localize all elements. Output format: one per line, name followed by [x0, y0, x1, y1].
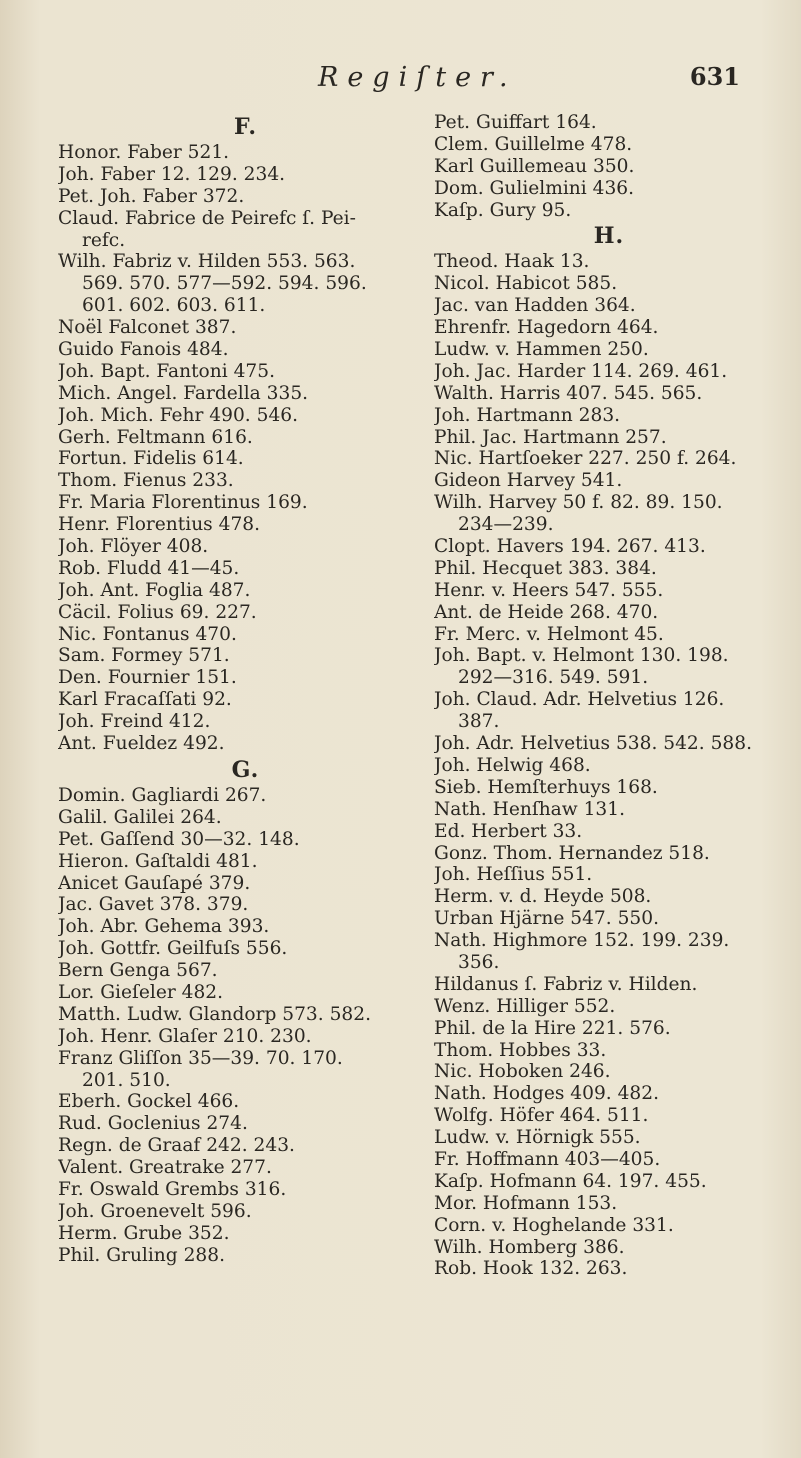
index-entry: Urban Hjärne 547. 550. — [434, 908, 659, 930]
index-entry: Sieb. Hemſterhuys 168. — [434, 776, 658, 798]
index-entry-continuation: 356. — [458, 951, 500, 973]
index-entry-continuation: 292—316. 549. 591. — [458, 667, 649, 689]
index-entry: Hildanus ſ. Fabriz v. Hilden. — [434, 973, 698, 995]
index-entry-continuation: 201. 510. — [82, 1069, 171, 1091]
index-entry: Joh. Flöyer 408. — [58, 536, 209, 558]
index-entry-continuation: 601. 602. 603. 611. — [82, 295, 266, 317]
index-entry: Phil. Gruling 288. — [58, 1244, 225, 1266]
index-entry: Joh. Faber 12. 129. 234. — [58, 163, 286, 185]
index-entry: Wilh. Homberg 386. — [434, 1236, 625, 1258]
index-entry: Sam. Formey 571. — [58, 645, 230, 667]
index-entry: Jac. Gavet 378. 379. — [58, 894, 249, 916]
index-entry: Corn. v. Hoghelande 331. — [434, 1214, 674, 1236]
index-entry-continuation: 387. — [458, 711, 500, 733]
running-head: Regiſter. — [318, 62, 517, 93]
index-entry: Joh. Claud. Adr. Helvetius 126. — [434, 689, 725, 711]
section-letter: G. — [231, 756, 260, 783]
index-entry: Nic. Hartſoeker 227. 250 f. 264. — [434, 448, 737, 470]
index-entry: Wilh. Harvey 50 f. 82. 89. 150. — [434, 492, 723, 514]
index-entry: Phil. de la Hire 221. 576. — [434, 1017, 671, 1039]
index-entry: Fr. Oswald Grembs 316. — [58, 1178, 287, 1200]
index-entry: Ludw. v. Hörnigk 555. — [434, 1127, 641, 1149]
index-entry: Fr. Maria Florentinus 169. — [58, 492, 308, 514]
index-entry: Nic. Hoboken 246. — [434, 1061, 611, 1083]
index-entry: Fr. Merc. v. Helmont 45. — [434, 623, 664, 645]
index-entry: Noël Falconet 387. — [58, 317, 237, 339]
index-entry: Joh. Mich. Fehr 490. 546. — [58, 404, 299, 426]
index-entry: Gideon Harvey 541. — [434, 470, 623, 492]
index-entry: Karl Fracaſſati 92. — [58, 689, 232, 711]
index-entry: Thom. Hobbes 33. — [434, 1039, 607, 1061]
index-entry: Galil. Galilei 264. — [58, 806, 222, 828]
index-entry: Nic. Fontanus 470. — [58, 623, 237, 645]
index-entry: Thom. Fienus 233. — [58, 470, 234, 492]
index-entry: Honor. Faber 521. — [58, 142, 230, 163]
index-entry: Pet. Guiffart 164. — [434, 112, 597, 133]
index-entry-continuation: 234—239. — [458, 514, 554, 536]
page-header — [318, 62, 758, 102]
index-entry: Joh. Heſſius 551. — [434, 864, 593, 886]
index-entry: Mor. Hofmann 153. — [434, 1192, 618, 1214]
index-entry: Franz Gliſſon 35—39. 70. 170. — [58, 1047, 343, 1069]
index-entry: Walth. Harris 407. 545. 565. — [434, 382, 703, 404]
index-entry: Guido Fanois 484. — [58, 339, 229, 361]
index-entry: Henr. v. Heers 547. 555. — [434, 579, 664, 601]
index-entry: Herm. v. d. Heyde 508. — [434, 886, 652, 908]
index-entry: Joh. Hartmann 283. — [434, 404, 621, 426]
index-entry: Joh. Henr. Glaſer 210. 230. — [58, 1025, 312, 1047]
index-entry: Theod. Haak 13. — [434, 251, 590, 273]
index-entry: Ehrenfr. Hagedorn 464. — [434, 317, 659, 339]
index-entry: Bern Genga 567. — [58, 960, 218, 982]
index-entry: Phil. Jac. Hartmann 257. — [434, 426, 667, 448]
index-entry: Joh. Jac. Harder 114. 269. 461. — [434, 360, 728, 382]
index-entry: Ed. Herbert 33. — [434, 820, 583, 842]
index-entry: Gonz. Thom. Hernandez 518. — [434, 842, 710, 864]
index-entry: Joh. Freind 412. — [58, 711, 211, 733]
index-entry: Phil. Hecquet 383. 384. — [434, 557, 657, 579]
index-entry: Ant. de Heide 268. 470. — [434, 601, 659, 623]
index-entry: Kaſp. Hofmann 64. 197. 455. — [434, 1170, 707, 1192]
index-entry: Joh. Adr. Helvetius 538. 542. 588. — [434, 733, 752, 755]
index-entry: Joh. Bapt. Fantoni 475. — [58, 360, 275, 382]
index-entry: Valent. Greatrake 277. — [58, 1157, 272, 1179]
index-entry: Joh. Ant. Foglia 487. — [58, 579, 251, 601]
index-entry: Ant. Fueldez 492. — [58, 733, 225, 755]
index-entry: Rob. Hook 132. 263. — [434, 1258, 628, 1280]
index-entry: Hieron. Gaſtaldi 481. — [58, 850, 258, 872]
index-entry: Nath. Hodges 409. 482. — [434, 1083, 660, 1105]
index-entry: Gerh. Feltmann 616. — [58, 426, 253, 448]
index-entry: Wenz. Hilliger 552. — [434, 995, 616, 1017]
index-entry: Henr. Florentius 478. — [58, 514, 261, 536]
index-entry: Domin. Gagliardi 267. — [58, 784, 267, 806]
index-entry: Joh. Bapt. v. Helmont 130. 198. — [434, 645, 729, 667]
index-entry: Regn. de Graaf 242. 243. — [58, 1135, 295, 1157]
index-entry: Claud. Fabrice de Peirefc ſ. Pei- — [58, 207, 356, 229]
index-entry: Wolfg. Höfer 464. 511. — [434, 1105, 649, 1127]
index-entry: Kaſp. Gury 95. — [434, 199, 572, 221]
index-entry: Joh. Groenevelt 596. — [58, 1200, 252, 1222]
index-entry: Cäcil. Folius 69. 227. — [58, 601, 257, 623]
index-column-left — [58, 112, 433, 1267]
index-entry-continuation: refc. — [82, 229, 126, 251]
index-entry: Anicet Gauſapé 379. — [58, 872, 251, 894]
index-entry: Joh. Abr. Gehema 393. — [58, 916, 270, 938]
index-entry: Herm. Grube 352. — [58, 1222, 230, 1244]
index-entry: Fr. Hoffmann 403—405. — [434, 1148, 661, 1170]
index-entry: Nicol. Habicot 585. — [434, 273, 618, 295]
index-entry: Lor. Gieſeler 482. — [58, 981, 224, 1003]
index-entry: Den. Fournier 151. — [58, 667, 237, 689]
index-column-right — [434, 112, 784, 1280]
index-entry: Mich. Angel. Fardella 335. — [58, 382, 309, 404]
index-entry: Clem. Guillelme 478. — [434, 133, 633, 155]
index-entry: Karl Guillemeau 350. — [434, 155, 635, 177]
index-entry: Clopt. Havers 194. 267. 413. — [434, 536, 706, 558]
index-entry: Pet. Gaſſend 30—32. 148. — [58, 828, 300, 850]
index-entry: Joh. Gottfr. Geilfuſs 556. — [58, 938, 288, 960]
index-entry-continuation: 569. 570. 577—592. 594. 596. — [82, 273, 367, 295]
index-entry: Rud. Goclenius 274. — [58, 1113, 248, 1135]
page-number: 631 — [689, 62, 740, 91]
index-entry: Dom. Gulielmini 436. — [434, 177, 635, 199]
index-entry: Eberh. Gockel 466. — [58, 1091, 240, 1113]
index-entry: Joh. Helwig 468. — [434, 754, 591, 776]
index-entry: Pet. Joh. Faber 372. — [58, 185, 245, 207]
index-entry: Rob. Fludd 41—45. — [58, 557, 240, 579]
index-entry: Matth. Ludw. Glandorp 573. 582. — [58, 1003, 371, 1025]
index-entry: Wilh. Fabriz v. Hilden 553. 563. — [58, 251, 356, 273]
index-entry: Nath. Henſhaw 131. — [434, 798, 625, 820]
section-letter: F. — [233, 114, 258, 140]
section-letter: H. — [593, 223, 625, 250]
index-entry: Jac. van Hadden 364. — [434, 295, 636, 317]
index-entry: Ludw. v. Hammen 250. — [434, 339, 649, 361]
index-entry: Nath. Highmore 152. 199. 239. — [434, 930, 730, 952]
index-entry: Fortun. Fidelis 614. — [58, 448, 244, 470]
